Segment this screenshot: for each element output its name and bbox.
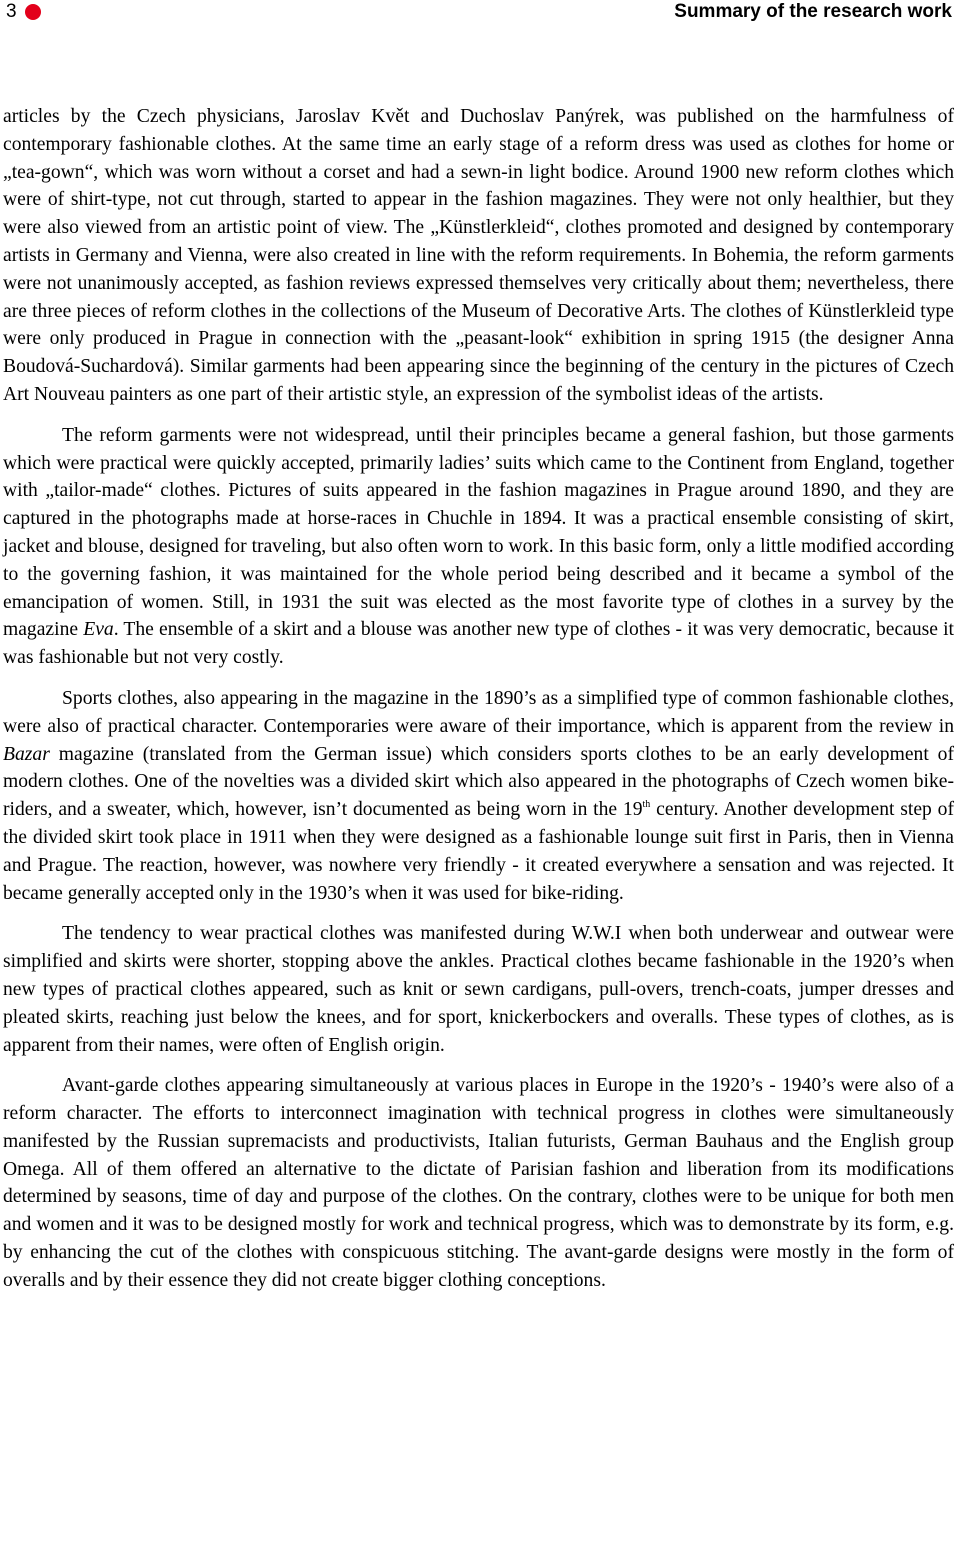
red-bullet-icon [25, 4, 41, 20]
page-number: 3 [6, 1, 17, 22]
paragraph-5: Avant-garde clothes appearing simultaneously at various places in Europe in the 1920’s - 1940’s were also of a reform character. The efforts to interconnect imagination with technical progress in clothes were simultaneously manifested by the Russian supremacists and productivists, Italian futurists, German Bauhaus and the English group Omega. All of them offered an alternative to the dictate of Parisian fashion and liberation from its modifications determined by seasons, time of day and purpose of the clothes. On the contrary, clothes were to be unique for both men and women and it was to be designed mostly for work and technical progress, which was to demonstrate by its form, e.g. by enhancing the cut of the clothes with conspicuous stitching. The avant-garde designs were mostly in the form of overalls and by their essence they did not create bigger clothing conceptions. [3, 1075, 954, 1291]
document-body [3, 103, 954, 1308]
ordinal-suffix: th [642, 799, 651, 811]
paragraph-3: Sports clothes, also appearing in the magazine in the 1890’s as a simplified type of common fashionable clothes, were also of practical character. Contemporaries were aware of their importance, which is apparent from the review in Bazar magazine (translated from the German issue) which considers sports clothes to be an early development of modern clothes. One of the novelties was a divided skirt which also appeared in the photographs of Czech women bike-riders, and a sweater, which, however, isn’t documented as being worn in the 19th century. Another development step of the divided skirt took place in 1911 when they were designed as a fashionable lounge suit first in Paris, then in Vienna and Prague. The reaction, however, was nowhere very friendly - it created everywhere a sensation and was rejected. It became generally accepted only in the 1930’s when it was used for bike-riding. [3, 687, 954, 904]
paragraph-1: articles by the Czech physicians, Jaroslav Květ and Duchoslav Panýrek, was published on the harmfulness of contemporary fashionable clothes. At the same time an early stage of a reform dress was used as clothes for home or „tea-gown“, which was worn without a corset and had a sewn-in light bodice. Around 1900 new reform clothes which were of shirt-type, not cut through, started to appear in the fashion magazines. They were not only healthier, but they were also viewed from an artistic point of view. The „Künstlerkleid“, clothes promoted and designed by contemporary artists in Germany and Vienna, were also created in line with the reform requirements. In Bohemia, the reform garments were not unanimously accepted, as fashion reviews expressed themselves very critically about them; nevertheless, there are three pieces of reform clothes in the collections of the Museum of Decorative Arts. The clothes of Künstlerkleid type were only produced in Prague in connection with the „peasant-look“ exhibition in spring 1915 (the designer Anna Boudová-Suchardová). Similar garments had been appearing since the beginning of the century in the pictures of Czech Art Nouveau painters as one part of their artistic style, an expression of the symbolist ideas of the artists. [3, 106, 954, 405]
magazine-title-eva: Eva [83, 619, 114, 641]
page-header [0, 0, 960, 26]
header-title: Summary of the research work [674, 1, 952, 22]
paragraph-2: The reform garments were not widespread, until their principles became a general fashion, but those garments which were practical were quickly accepted, primarily ladies’ suits which came to the Continent from England, together with „tailor-made“ clothes. Pictures of suits appeared in the fashion magazines in Prague around 1890, and they are captured in the photographs made at horse-races in Chuchle in 1894. It was a practical ensemble consisting of skirt, jacket and blouse, designed for traveling, but also often worn to work. In this basic form, only a little modified according to the governing fashion, it was maintained for the whole period being described and it became a symbol of the emancipation of women. Still, in 1931 the suit was elected as the most favorite type of clothes in a survey by the magazine Eva. The ensemble of a skirt and a blouse was another new type of clothes - it was very democratic, because it was fashionable but not very costly. [3, 424, 955, 669]
paragraph-4: The tendency to wear practical clothes was manifested during W.W.I when both underwear and outwear were simplified and skirts were shorter, stopping above the ankles. Practical clothes became fashionable in the 1920’s when new types of practical clothes appeared, such as knit or sewn cardigans, pull-overs, trench-coats, jumper dresses and pleated skirts, reaching just below the knees, and for sport, knickerbockers and overalls. These types of clothes, as is apparent from their names, were often of English origin. [3, 923, 954, 1056]
magazine-title-bazar: Bazar [3, 743, 50, 765]
